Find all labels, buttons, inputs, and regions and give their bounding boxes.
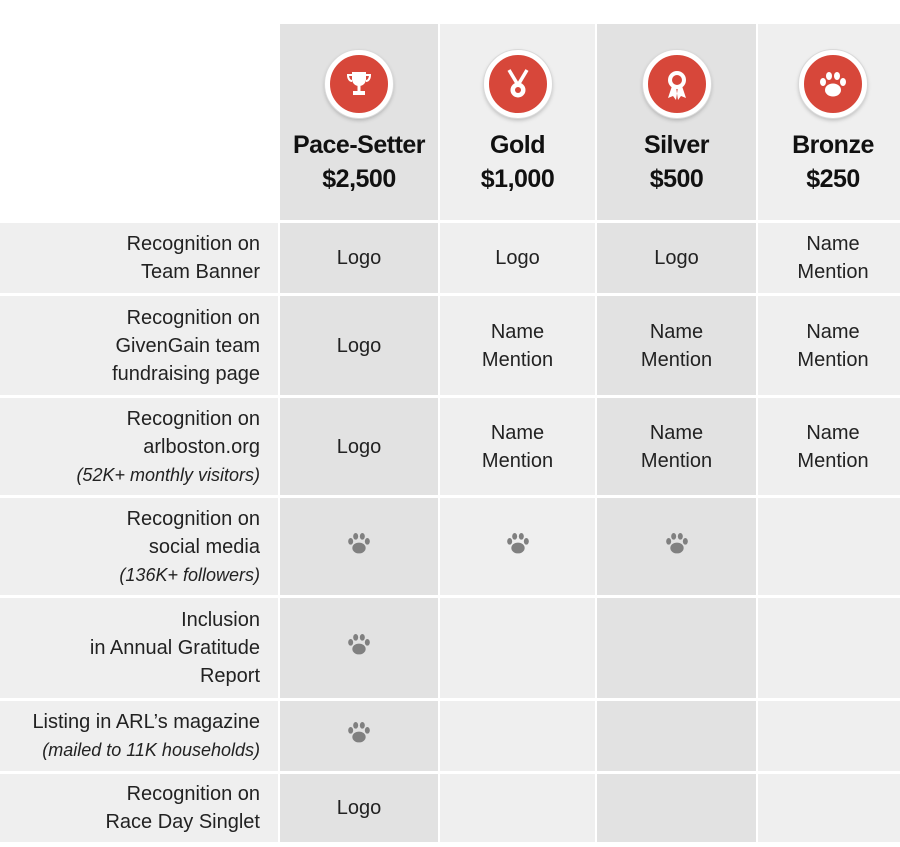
benefit-value: Logo — [336, 797, 382, 819]
benefit-cell — [440, 223, 595, 293]
benefit-value: Logo — [654, 247, 699, 269]
benefit-value: Name Mention — [481, 320, 554, 371]
benefit-value: Logo — [336, 247, 382, 269]
benefit-value: Logo — [336, 435, 382, 458]
benefit-value: Name Mention — [797, 320, 869, 371]
benefit-cell — [758, 598, 900, 698]
benefit-value: Name Mention — [797, 233, 869, 283]
tier-name: Pace-Setter — [292, 131, 426, 159]
paw-icon — [799, 50, 867, 118]
tier-header-pace-setter — [280, 24, 438, 220]
row-label-text — [76, 405, 260, 489]
benefit-cell — [440, 498, 595, 595]
paw-icon — [344, 629, 374, 667]
row-label — [0, 701, 278, 771]
row-label-text — [32, 708, 260, 764]
row-label-title: Recognition on Team Banner — [126, 233, 260, 283]
benefit-cell — [597, 598, 756, 698]
tier-price: $500 — [649, 165, 704, 193]
benefit-value: Name Mention — [481, 421, 554, 472]
tier-header-gold — [440, 24, 595, 220]
benefit-cell — [280, 296, 438, 395]
benefit-value: Name Mention — [640, 421, 713, 472]
tier-name: Silver — [643, 131, 710, 159]
benefit-cell — [758, 498, 900, 595]
paw-icon — [344, 528, 374, 566]
row-label-text — [105, 780, 260, 836]
tier-header-silver — [597, 24, 756, 220]
benefit-cell — [440, 296, 595, 395]
benefit-cell — [440, 701, 595, 771]
benefit-value: Name Mention — [640, 320, 713, 371]
row-label-title: Listing in ARL’s magazine — [32, 711, 260, 733]
ribbon-icon — [643, 50, 711, 118]
paw-icon — [503, 528, 533, 566]
benefit-cell — [440, 774, 595, 842]
row-label-title: Recognition on Race Day Singlet — [105, 783, 260, 833]
paw-icon — [662, 528, 692, 566]
benefit-cell — [597, 498, 756, 595]
benefit-cell — [597, 701, 756, 771]
row-label — [0, 398, 278, 495]
table-corner — [0, 24, 278, 220]
row-label-text — [112, 304, 260, 388]
tier-price: $2,500 — [322, 165, 396, 193]
sponsorship-table — [0, 24, 900, 842]
benefit-value: Name Mention — [797, 421, 869, 472]
benefit-cell — [758, 223, 900, 293]
benefit-cell — [280, 398, 438, 495]
row-label-title: Inclusion in Annual Gratitude Report — [89, 609, 260, 687]
row-label-note: (136K+ followers) — [119, 564, 260, 585]
row-label-title: Recognition on social media — [126, 507, 260, 558]
medal-icon — [484, 50, 552, 118]
benefit-cell — [758, 296, 900, 395]
row-label-title: Recognition on GivenGain team fundraising page — [112, 306, 260, 385]
benefit-cell — [597, 296, 756, 395]
tier-header-bronze — [758, 24, 900, 220]
paw-icon — [344, 717, 374, 755]
tier-price: $250 — [806, 165, 860, 193]
row-label — [0, 498, 278, 595]
row-label-note: (mailed to 11K households) — [42, 740, 260, 760]
benefit-cell — [597, 774, 756, 842]
benefit-cell — [758, 701, 900, 771]
row-label-note: (52K+ monthly visitors) — [76, 464, 260, 485]
tier-price: $1,000 — [480, 165, 555, 193]
row-label-text — [127, 230, 260, 286]
benefit-cell — [597, 223, 756, 293]
tier-name: Bronze — [792, 131, 874, 159]
tier-name: Gold — [490, 131, 545, 159]
benefit-cell — [280, 774, 438, 842]
row-label-text — [90, 606, 260, 690]
benefit-cell — [758, 774, 900, 842]
benefit-value: Logo — [495, 247, 540, 269]
row-label-title: Recognition on arlboston.org — [126, 407, 260, 458]
row-label — [0, 774, 278, 842]
benefit-cell — [758, 398, 900, 495]
benefit-cell — [280, 701, 438, 771]
benefit-cell — [440, 598, 595, 698]
benefit-cell — [280, 598, 438, 698]
benefit-cell — [280, 498, 438, 595]
row-label-text — [119, 505, 260, 589]
row-label — [0, 296, 278, 395]
benefit-value: Logo — [336, 334, 382, 357]
benefit-cell — [440, 398, 595, 495]
row-label — [0, 598, 278, 698]
trophy-icon — [325, 50, 393, 118]
benefit-cell — [280, 223, 438, 293]
row-label — [0, 223, 278, 293]
benefit-cell — [597, 398, 756, 495]
